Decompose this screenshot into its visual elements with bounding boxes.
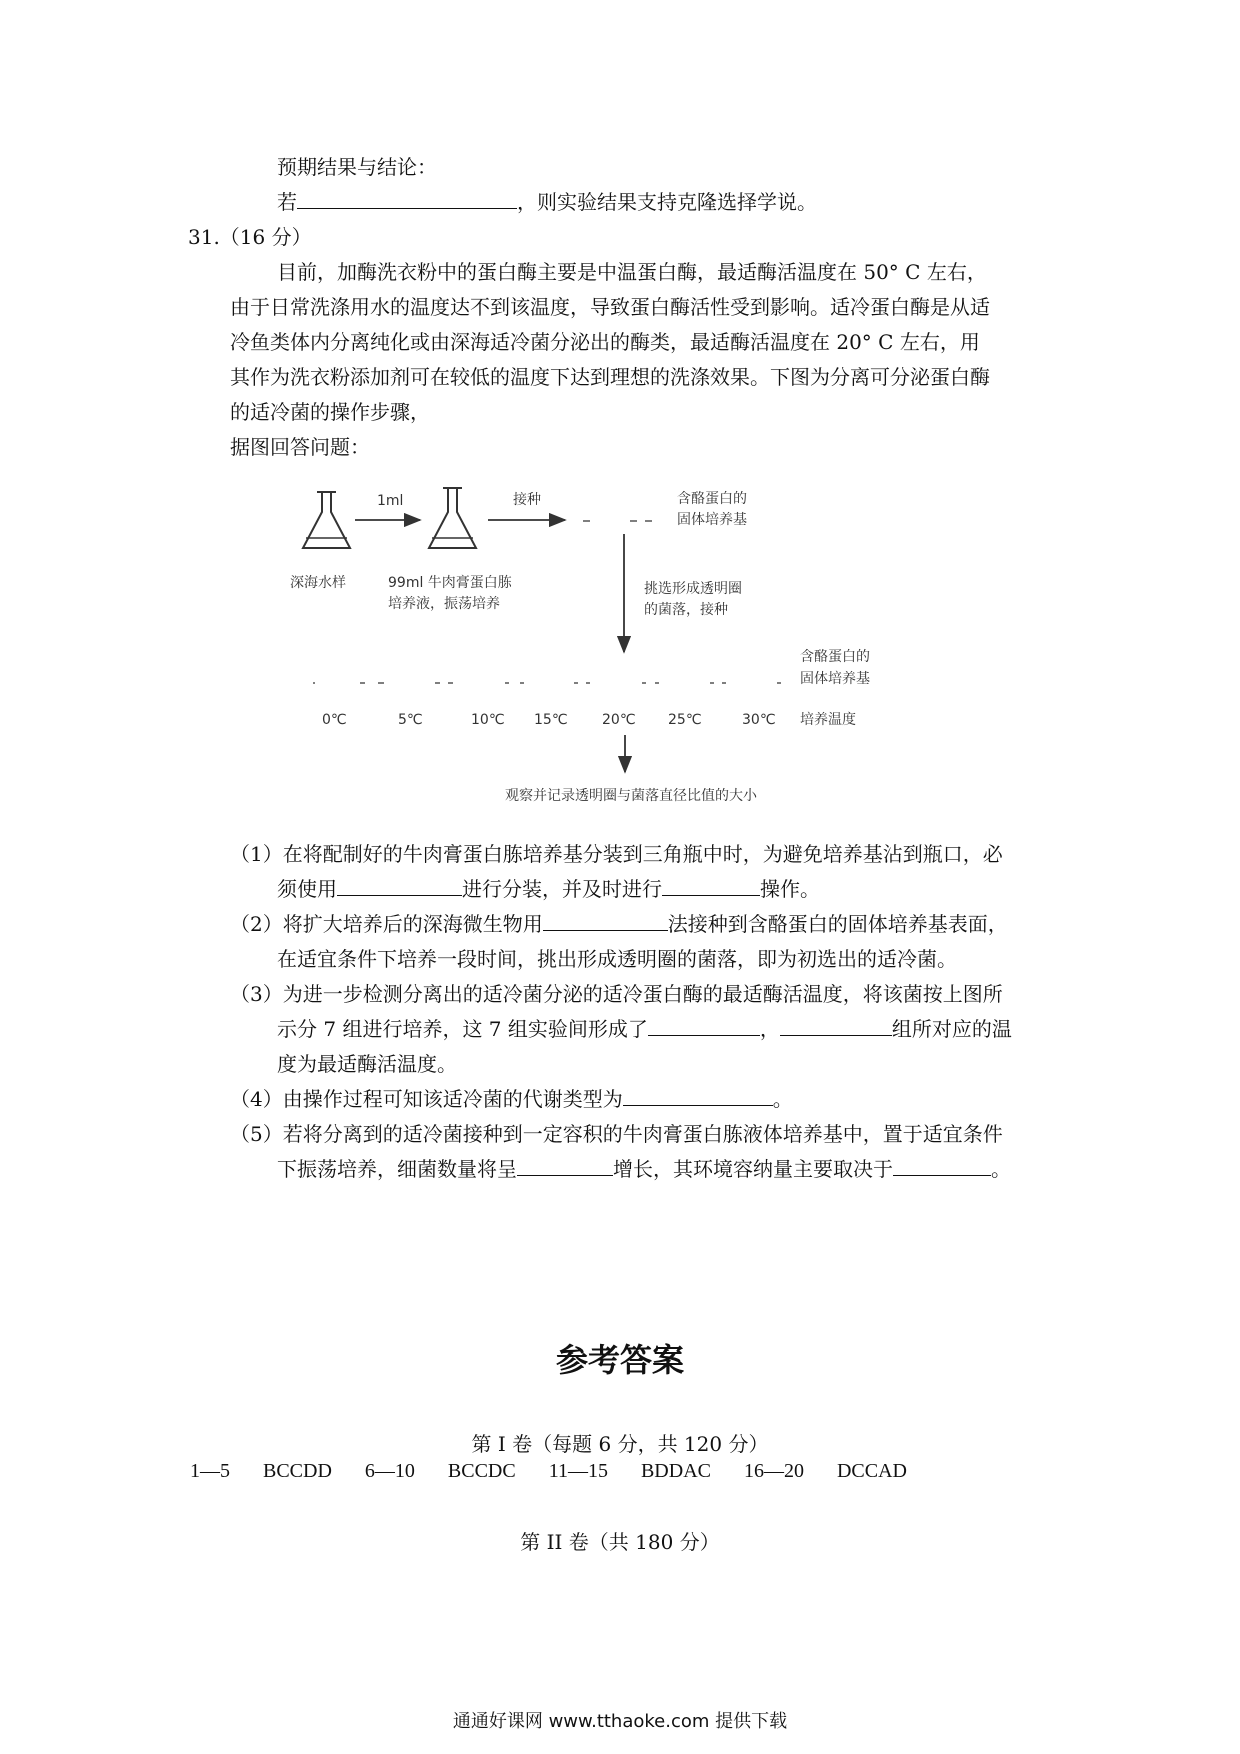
answer-blank (517, 1155, 613, 1176)
subquestion-line: （1）在将配制好的牛肉膏蛋白胨培养基分装到三角瓶中时，为避免培养基沾到瓶口，必 (230, 842, 1003, 866)
text-fragment: 法接种到含酪蛋白的固体培养基表面， (667, 912, 1008, 936)
subquestion-line (277, 875, 820, 903)
temp-label: 15℃ (534, 712, 568, 728)
flask-icon (303, 492, 350, 548)
plate-label: 含酪蛋白的 (677, 491, 747, 507)
text-fragment: ， (759, 1017, 780, 1041)
subquestion-line (230, 910, 1008, 938)
temp-label: 20℃ (602, 712, 636, 728)
answer-blank (780, 1015, 892, 1036)
observe-label: 观察并记录透明圈与菌落直径比值的大小 (505, 788, 757, 804)
question-paragraph-line: 由于日常洗涤用水的温度达不到该温度，导致蛋白酶活性受到影响。适冷蛋白酶是从适 (230, 295, 990, 319)
answer-blank (648, 1015, 760, 1036)
text-fragment: 。 (772, 1087, 793, 1111)
culture-temp-label: 培养温度 (800, 712, 856, 728)
question-paragraph-line: 目前，加酶洗衣粉中的蛋白酶主要是中温蛋白酶，最适酶活温度在 50° C 左右， (277, 260, 987, 284)
subquestion-line: （3）为进一步检测分离出的适冷菌分泌的适冷蛋白酶的最适酶活温度，将该菌按上图所 (230, 982, 1003, 1006)
if-prefix: 若 (277, 190, 297, 214)
flask2-label: 99ml 牛肉膏蛋白胨 (388, 575, 512, 591)
temp-label: 5℃ (398, 712, 423, 728)
answers-title: 参考答案 (555, 1341, 684, 1379)
answer-blank (623, 1085, 773, 1106)
subquestion-line: 在适宜条件下培养一段时间，挑出形成透明圈的菌落，即为初选出的适冷菌。 (277, 947, 957, 971)
text-fragment: （2）将扩大培养后的深海微生物用 (230, 912, 543, 936)
question-paragraph-line: 冷鱼类体内分离纯化或由深海适冷菌分泌出的酶类，最适酶活温度在 20° C 左右，用 (230, 330, 980, 354)
answer-blank (662, 875, 760, 896)
flask1-label: 深海水样 (290, 575, 346, 591)
row-plate-label: 含酪蛋白的 (800, 649, 870, 665)
temp-label: 0℃ (322, 712, 347, 728)
row-plate-label: 固体培养基 (800, 671, 870, 687)
answer-blank (893, 1155, 991, 1176)
text-fragment: 。 (991, 1157, 1011, 1181)
question-number: 31.（16 分） (188, 225, 312, 249)
question-paragraph-line: 其作为洗衣粉添加剂可在较低的温度下达到理想的洗涤效果。下图为分离可分泌蛋白酶 (230, 365, 990, 389)
text-fragment: 示分 7 组进行培养，这 7 组实验间形成了 (277, 1017, 648, 1041)
text-fragment: 须使用 (277, 877, 337, 901)
subquestion-line: 度为最适酶活温度。 (277, 1052, 457, 1076)
subquestion-line (277, 1015, 1012, 1043)
text-fragment: 增长，其环境容纳量主要取决于 (613, 1157, 893, 1181)
answer-blank (543, 910, 668, 931)
text-fragment: 下振荡培养，细菌数量将呈 (277, 1157, 517, 1181)
part1-heading: 第 I 卷（每题 6 分，共 120 分） (471, 1432, 769, 1456)
text-fragment: （4）由操作过程可知该适冷菌的代谢类型为 (230, 1087, 623, 1111)
footer-text: 通通好课网 www.tthaoke.com 提供下载 (452, 1711, 788, 1732)
expected-results-label: 预期结果与结论： (277, 155, 437, 179)
select-label: 挑选形成透明圈 (644, 581, 742, 597)
question-paragraph-line: 据图回答问题： (230, 435, 370, 459)
answer-key-line: 1—5 BCCDD 6—10 BCCDC 11—15 BDDAC 16—20 DCCAD (190, 1460, 907, 1482)
subquestion-line (230, 1085, 793, 1113)
if-suffix: ，则实验结果支持克隆选择学说。 (517, 190, 817, 214)
arrow1-label: 1ml (377, 493, 404, 509)
subquestion-line (277, 1155, 1011, 1183)
question-paragraph-line: 的适冷菌的操作步骤， (230, 400, 430, 424)
text-fragment: 进行分装，并及时进行 (462, 877, 662, 901)
flask-icon (429, 488, 476, 548)
text-fragment: 操作。 (760, 877, 820, 901)
subquestion-line: （5）若将分离到的适冷菌接种到一定容积的牛肉膏蛋白胨液体培养基中，置于适宜条件 (230, 1122, 1003, 1146)
flask2-label: 培养液，振荡培养 (388, 596, 500, 612)
answer-blank (337, 875, 462, 896)
temp-label: 10℃ (471, 712, 505, 728)
temp-label: 30℃ (742, 712, 776, 728)
text-fragment: 组所对应的温 (891, 1017, 1012, 1041)
procedure-diagram (0, 0, 1240, 820)
temp-label: 25℃ (668, 712, 702, 728)
arrow2-label: 接种 (513, 492, 541, 508)
select-label: 的菌落，接种 (644, 602, 728, 618)
part2-heading: 第 II 卷（共 180 分） (520, 1530, 720, 1554)
plate-label: 固体培养基 (677, 512, 747, 528)
